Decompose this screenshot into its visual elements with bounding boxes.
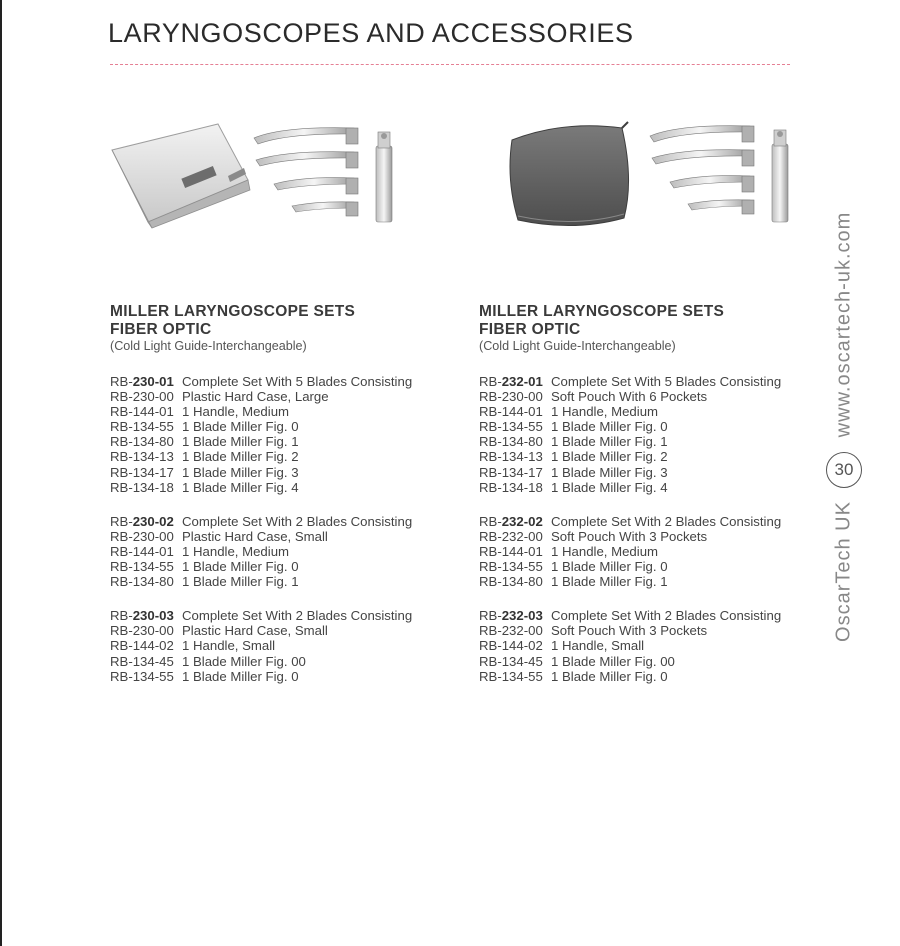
- set-prefix: RB-: [110, 513, 133, 529]
- item-desc: Plastic Hard Case, Small: [182, 623, 328, 639]
- list-item: [479, 669, 829, 684]
- list-item: [479, 638, 829, 653]
- item-desc: Plastic Hard Case, Large: [182, 389, 329, 405]
- item-desc: 1 Blade Miller Fig. 4: [182, 479, 299, 495]
- list-item: [479, 449, 829, 464]
- item-code: RB-134-55: [479, 419, 543, 435]
- list-item: [479, 389, 829, 404]
- product-set: [479, 514, 829, 589]
- item-desc: 1 Blade Miller Fig. 0: [551, 419, 668, 435]
- item-code: RB-134-55: [479, 668, 543, 684]
- item-code: RB-232-00: [479, 623, 543, 639]
- item-desc: 1 Handle, Medium: [182, 543, 290, 559]
- item-desc: 1 Handle, Small: [182, 638, 276, 654]
- title-divider: [110, 64, 790, 65]
- set-title: Complete Set With 2 Blades Consisting: [182, 608, 413, 624]
- section-left: [110, 303, 460, 684]
- item-desc: 1 Blade Miller Fig. 1: [551, 434, 668, 450]
- set-prefix: RB-: [479, 608, 502, 624]
- section-heading-line1: MILLER LARYNGOSCOPE SETS: [110, 303, 356, 320]
- item-code: RB-230-00: [110, 623, 174, 639]
- item-code: RB-144-01: [110, 543, 174, 559]
- item-desc: 1 Blade Miller Fig. 2: [551, 449, 668, 465]
- soft-pouch-set-image: [504, 110, 804, 240]
- item-desc: 1 Blade Miller Fig. 1: [551, 574, 668, 590]
- item-code: RB-144-01: [110, 404, 174, 420]
- item-code: RB-232-00: [479, 528, 543, 544]
- list-item: [479, 465, 829, 480]
- item-code: RB-134-80: [479, 434, 543, 450]
- list-item: [479, 419, 829, 434]
- page-number: 30: [826, 452, 862, 488]
- item-desc: 1 Blade Miller Fig. 00: [551, 653, 675, 669]
- set-title: Complete Set With 2 Blades Consisting: [182, 513, 413, 529]
- product-set: [479, 374, 829, 495]
- item-code: RB-134-55: [479, 559, 543, 575]
- item-desc: Soft Pouch With 3 Pockets: [551, 528, 708, 544]
- item-code: RB-134-80: [110, 434, 174, 450]
- set-number: 232-01: [501, 374, 543, 389]
- set-title: Complete Set With 2 Blades Consisting: [551, 608, 782, 624]
- item-desc: 1 Blade Miller Fig. 1: [182, 574, 299, 590]
- page-title: LARYNGOSCOPES AND ACCESSORIES: [108, 18, 634, 48]
- item-code: RB-134-13: [479, 449, 543, 465]
- list-item: [110, 654, 460, 669]
- product-set: [110, 374, 460, 495]
- item-desc: 1 Handle, Medium: [182, 404, 290, 420]
- item-desc: Plastic Hard Case, Small: [182, 528, 328, 544]
- item-desc: 1 Blade Miller Fig. 2: [182, 449, 299, 465]
- item-code: RB-144-02: [479, 638, 543, 654]
- list-item: [110, 389, 460, 404]
- item-code: RB-134-17: [479, 464, 543, 480]
- set-prefix: RB-: [110, 374, 133, 389]
- section-heading-line2: FIBER OPTIC: [110, 321, 212, 338]
- brand-vertical-text: OscarTech UK: [832, 501, 855, 642]
- section-heading-line2: FIBER OPTIC: [479, 321, 581, 338]
- item-desc: 1 Handle, Medium: [551, 543, 659, 559]
- list-item: [479, 559, 829, 574]
- item-desc: 1 Blade Miller Fig. 4: [551, 479, 668, 495]
- item-code: RB-230-00: [479, 389, 543, 405]
- set-prefix: RB-: [110, 608, 133, 624]
- set-number: 230-03: [132, 608, 174, 624]
- list-item: [479, 544, 829, 559]
- item-code: RB-134-80: [479, 574, 543, 590]
- set-title-row: [110, 608, 460, 623]
- item-code: RB-134-55: [110, 668, 174, 684]
- item-desc: 1 Blade Miller Fig. 0: [551, 668, 668, 684]
- set-number: 232-02: [501, 513, 543, 529]
- list-item: [110, 638, 460, 653]
- item-code: RB-144-01: [479, 404, 543, 420]
- list-item: [110, 449, 460, 464]
- item-code: RB-134-45: [479, 653, 543, 669]
- item-desc: 1 Blade Miller Fig. 0: [182, 668, 299, 684]
- item-desc: 1 Blade Miller Fig. 0: [182, 419, 299, 435]
- item-code: RB-134-80: [110, 574, 174, 590]
- set-number: 232-03: [501, 608, 543, 624]
- list-item: [479, 654, 829, 669]
- list-item: [479, 404, 829, 419]
- product-set: [110, 514, 460, 589]
- item-code: RB-134-13: [110, 449, 174, 465]
- hard-case-set-image: [108, 110, 408, 240]
- list-item: [110, 404, 460, 419]
- item-code: RB-230-00: [110, 389, 174, 405]
- set-title: Complete Set With 2 Blades Consisting: [551, 513, 782, 529]
- list-item: [110, 434, 460, 449]
- item-desc: 1 Blade Miller Fig. 00: [182, 653, 306, 669]
- set-number: 230-01: [132, 374, 174, 389]
- website-vertical-text: www.oscartech-uk.com: [832, 211, 855, 438]
- section-heading-line1: MILLER LARYNGOSCOPE SETS: [479, 303, 725, 320]
- list-item: [479, 623, 829, 638]
- set-title: Complete Set With 5 Blades Consisting: [551, 374, 782, 389]
- list-item: [110, 465, 460, 480]
- list-item: [110, 544, 460, 559]
- item-desc: 1 Blade Miller Fig. 3: [182, 464, 299, 480]
- item-code: RB-144-02: [110, 638, 174, 654]
- section-right: [479, 303, 829, 684]
- section-subheading: (Cold Light Guide-Interchangeable): [479, 339, 676, 353]
- set-title: Complete Set With 5 Blades Consisting: [182, 374, 413, 389]
- list-item: [479, 480, 829, 495]
- item-code: RB-230-00: [110, 528, 174, 544]
- list-item: [110, 419, 460, 434]
- list-item: [479, 574, 829, 589]
- item-desc: 1 Blade Miller Fig. 0: [551, 559, 668, 575]
- item-code: RB-134-17: [110, 464, 174, 480]
- list-item: [110, 669, 460, 684]
- item-code: RB-144-01: [479, 543, 543, 559]
- list-item: [110, 559, 460, 574]
- item-code: RB-134-18: [479, 479, 543, 495]
- list-item: [110, 529, 460, 544]
- product-set: [110, 608, 460, 683]
- product-set: [479, 608, 829, 683]
- list-item: [110, 480, 460, 495]
- item-desc: 1 Blade Miller Fig. 1: [182, 434, 299, 450]
- item-desc: Soft Pouch With 6 Pockets: [551, 389, 708, 405]
- list-item: [110, 574, 460, 589]
- item-code: RB-134-45: [110, 653, 174, 669]
- set-prefix: RB-: [479, 513, 502, 529]
- item-code: RB-134-18: [110, 479, 174, 495]
- set-title-row: [479, 514, 829, 529]
- set-title-row: [479, 374, 829, 389]
- item-desc: 1 Blade Miller Fig. 0: [182, 559, 299, 575]
- item-desc: 1 Blade Miller Fig. 3: [551, 464, 668, 480]
- list-item: [479, 529, 829, 544]
- set-title-row: [110, 374, 460, 389]
- page-left-border: [0, 0, 2, 946]
- list-item: [479, 434, 829, 449]
- item-desc: Soft Pouch With 3 Pockets: [551, 623, 708, 639]
- item-desc: 1 Handle, Small: [551, 638, 645, 654]
- list-item: [110, 623, 460, 638]
- set-title-row: [479, 608, 829, 623]
- set-prefix: RB-: [479, 374, 502, 389]
- item-code: RB-134-55: [110, 419, 174, 435]
- set-number: 230-02: [132, 513, 174, 529]
- item-code: RB-134-55: [110, 559, 174, 575]
- set-title-row: [110, 514, 460, 529]
- section-subheading: (Cold Light Guide-Interchangeable): [110, 339, 307, 353]
- item-desc: 1 Handle, Medium: [551, 404, 659, 420]
